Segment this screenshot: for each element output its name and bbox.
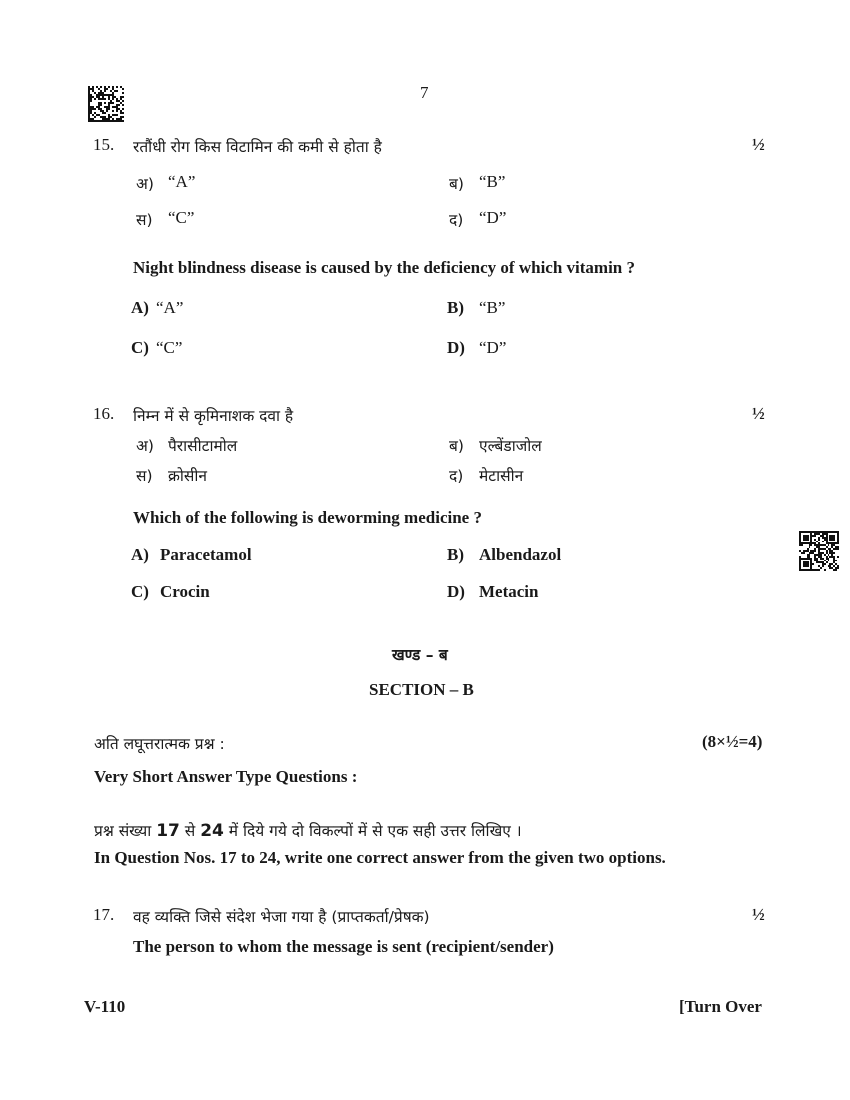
q15-english-option-b-label: B) xyxy=(447,298,464,317)
q15-hindi-option-c-text: “C” xyxy=(168,208,195,227)
q15-english-option-c-text: “C” xyxy=(156,338,183,357)
q15-number: 15. xyxy=(93,135,115,154)
footer-turn-over: [Turn Over xyxy=(679,997,762,1016)
hindi-instruction-n1: 17 xyxy=(156,821,180,841)
q17-marks: ½ xyxy=(752,905,765,924)
hindi-instruction-mid: से xyxy=(179,822,201,840)
q15-english-option-a-label: A) xyxy=(131,298,149,317)
q15-english-text: Night blindness disease is caused by the deficiency of which vitamin ? xyxy=(133,258,636,277)
hindi-instruction-post: में दिये गये दो विकल्पों में से एक सही उत्तर लिखिए । xyxy=(223,822,522,840)
q15-english-option-c-label: C) xyxy=(131,338,149,357)
q16-english-text: Which of the following is deworming medicine ? xyxy=(133,508,482,527)
section-english-type: Very Short Answer Type Questions : xyxy=(94,767,358,786)
q17-english-text: The person to whom the message is sent (recipient/sender) xyxy=(133,937,554,956)
q16-hindi-option-b-label: ब) xyxy=(449,437,464,455)
q15-english-option-d-text: “D” xyxy=(479,338,507,357)
q16-hindi-option-c-label: स) xyxy=(136,467,153,485)
section-english-heading: SECTION – B xyxy=(369,680,474,699)
q15-hindi-option-a-label: अ) xyxy=(136,175,154,193)
q16-english-option-a-text: Paracetamol xyxy=(160,545,252,564)
section-hindi-instruction xyxy=(94,819,522,841)
q16-english-option-c-label: C) xyxy=(131,582,149,601)
hindi-instruction-n2: 24 xyxy=(200,821,224,841)
section-marks-scheme: (8×½=4) xyxy=(702,732,763,751)
datamatrix-code-top xyxy=(88,86,124,122)
q16-hindi-option-d-label: द) xyxy=(449,467,464,485)
page-number: 7 xyxy=(420,83,429,102)
q15-marks: ½ xyxy=(752,135,765,154)
q16-english-option-b-label: B) xyxy=(447,545,464,564)
q16-english-option-a-label: A) xyxy=(131,545,149,564)
section-hindi-heading: खण्ड – ब xyxy=(392,646,448,664)
q16-english-option-d-label: D) xyxy=(447,582,465,601)
q17-number: 17. xyxy=(93,905,115,924)
q15-hindi-option-b-text: “B” xyxy=(479,172,506,191)
q16-hindi-option-b-text: एल्बेंडाजोल xyxy=(479,437,542,455)
q16-english-option-b-text: Albendazol xyxy=(479,545,562,564)
section-english-instruction: In Question Nos. 17 to 24, write one correct answer from the given two options. xyxy=(94,848,666,867)
q16-english-option-c-text: Crocin xyxy=(160,582,210,601)
q16-hindi-text: निम्न में से कृमिनाशक दवा है xyxy=(133,407,294,425)
q15-hindi-option-c-label: स) xyxy=(136,211,153,229)
q15-hindi-text: रतौंधी रोग किस विटामिन की कमी से होता है xyxy=(133,138,382,156)
qr-code-side xyxy=(799,531,839,571)
footer-code: V-110 xyxy=(84,997,126,1016)
q15-english-option-d-label: D) xyxy=(447,338,465,357)
q16-hindi-option-a-label: अ) xyxy=(136,437,154,455)
q16-hindi-option-c-text: क्रोसीन xyxy=(168,467,208,485)
q15-english-option-b-text: “B” xyxy=(479,298,506,317)
q16-hindi-option-d-text: मेटासीन xyxy=(479,467,524,485)
q17-hindi-text: वह व्यक्ति जिसे संदेश भेजा गया है (प्राप्तकर्ता/प्रेषक) xyxy=(133,908,430,926)
q15-english-option-a-text: “A” xyxy=(156,298,184,317)
q16-english-option-d-text: Metacin xyxy=(479,582,539,601)
hindi-instruction-pre: प्रश्न संख्या xyxy=(94,822,157,840)
q15-hindi-option-d-label: द) xyxy=(449,211,464,229)
q16-number: 16. xyxy=(93,404,115,423)
q16-marks: ½ xyxy=(752,404,765,423)
section-hindi-type: अति लघूत्तरात्मक प्रश्न : xyxy=(94,735,225,753)
q15-hindi-option-a-text: “A” xyxy=(168,172,196,191)
q15-hindi-option-d-text: “D” xyxy=(479,208,507,227)
q15-hindi-option-b-label: ब) xyxy=(449,175,464,193)
q16-hindi-option-a-text: पैरासीटामोल xyxy=(168,437,238,455)
